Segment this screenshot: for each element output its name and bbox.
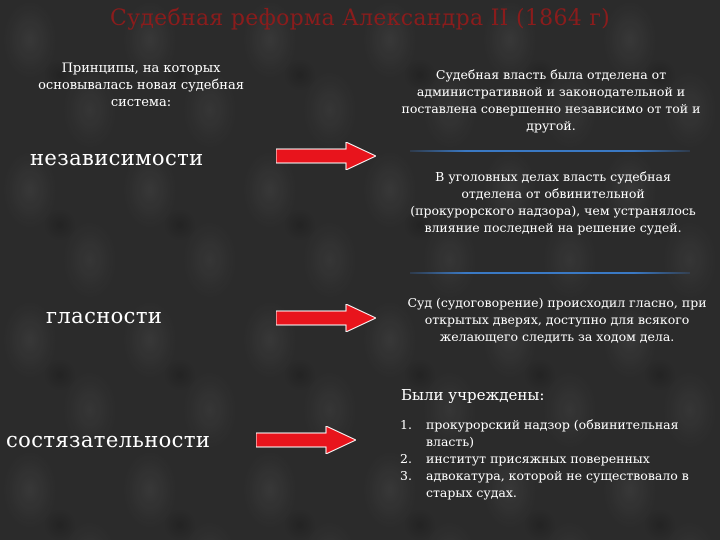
- list-item: [400, 450, 718, 467]
- list-item-text: прокурорский надзор (обвинительная власть): [426, 417, 679, 449]
- list-item-number: 3.: [400, 468, 412, 483]
- list-item: [400, 416, 718, 450]
- page-title: Судебная реформа Александра II (1864 г): [109, 6, 611, 31]
- publicity-description: Суд (судоговорение) происходил гласно, при открытых дверях, доступно для всякого желающего следить за ходом дела.: [407, 295, 707, 344]
- list-item-number: 1.: [400, 417, 412, 432]
- separator-line: [410, 272, 690, 274]
- arrow-right-icon: [276, 142, 376, 170]
- established-list: [400, 416, 718, 501]
- list-item-number: 2.: [400, 451, 412, 466]
- independence-description-2: В уголовных делах власть судебная отделена от обвинительной (прокурорского надзора), чем устранялось влияние последней на решение судей.: [410, 169, 696, 235]
- principle-adversarial: состязательности: [6, 428, 211, 452]
- arrow-right-icon: [276, 304, 376, 332]
- principles-heading: Принципы, на которых основывалась новая судебная система:: [38, 61, 244, 110]
- list-item: [400, 467, 718, 501]
- list-item-text: адвокатура, которой не существовало в старых судах.: [426, 468, 689, 500]
- principle-publicity: гласности: [46, 304, 163, 328]
- principle-independence: независимости: [30, 146, 204, 170]
- separator-line: [410, 150, 690, 152]
- arrow-right-icon: [256, 426, 356, 454]
- established-heading: Были учреждены:: [401, 386, 545, 404]
- list-item-text: институт присяжных поверенных: [426, 451, 650, 466]
- independence-description-1: Судебная власть была отделена от административной и законодательной и поставлена совершенно независимо от той и другой.: [401, 67, 701, 133]
